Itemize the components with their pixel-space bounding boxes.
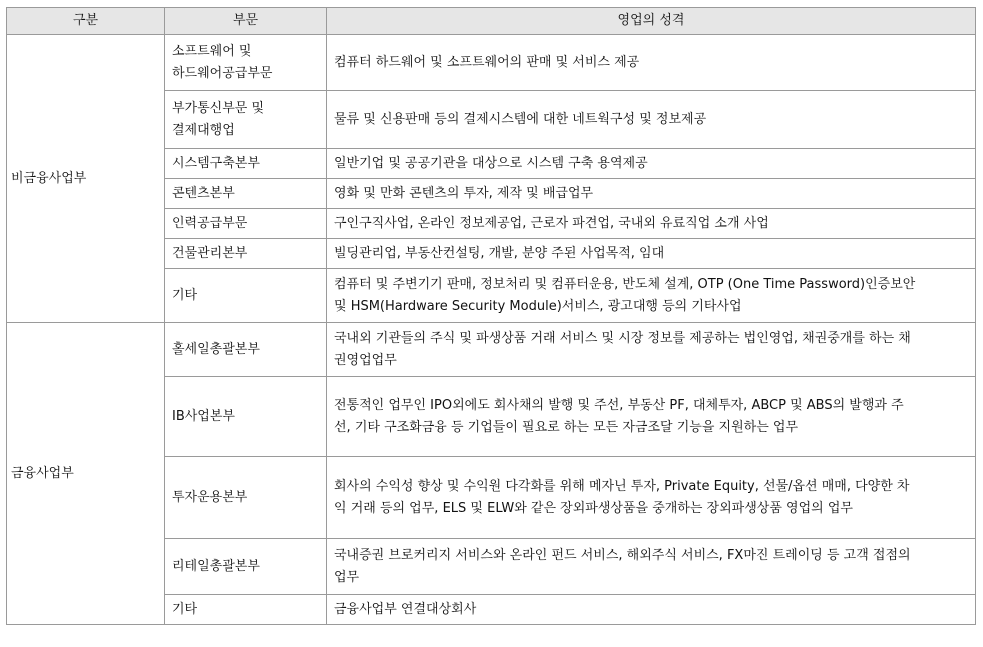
description-cell: 일반기업 및 공공기관을 대상으로 시스템 구축 용역제공 [327,149,976,179]
description-cell: 컴퓨터 하드웨어 및 소프트웨어의 판매 및 서비스 제공 [327,35,976,91]
header-row [7,8,976,35]
description-cell: 컴퓨터 및 주변기기 판매, 정보처리 및 컴퓨터운용, 반도체 설계, OTP (One Time Password)인증보안 및 HSM(Hardware Security Module)서비스, 광고대행 등의 기타사업 [327,269,976,323]
division-cell: IB사업본부 [165,377,327,457]
description-cell: 영화 및 만화 콘텐츠의 투자, 제작 및 배급업무 [327,179,976,209]
description-cell: 회사의 수익성 향상 및 수익원 다각화를 위해 메자닌 투자, Private Equity, 선물/옵션 매매, 다양한 차 익 거래 등의 업무, ELS 및 ELW와 같은 장외파생상품을 중개하는 장외파생상품 영업의 업무 [327,457,976,539]
business-segment-table [6,7,976,625]
division-cell: 시스템구축본부 [165,149,327,179]
division-cell: 소프트웨어 및 하드웨어공급부문 [165,35,327,91]
header-business: 영업의 성격 [327,8,976,35]
description-cell: 전통적인 업무인 IPO외에도 회사채의 발행 및 주선, 부동산 PF, 대체투자, ABCP 및 ABS의 발행과 주 선, 기타 구조화금융 등 기업들이 필요로 하는 모든 자금조달 기능을 지원하는 업무 [327,377,976,457]
division-cell: 홀세일총괄본부 [165,323,327,377]
division-cell: 리테일총괄본부 [165,539,327,595]
table-row [7,323,976,377]
description-cell: 국내증권 브로커리지 서비스와 온라인 펀드 서비스, 해외주식 서비스, FX마진 트레이딩 등 고객 접점의 업무 [327,539,976,595]
division-cell: 기타 [165,595,327,625]
description-cell: 구인구직사업, 온라인 정보제공업, 근로자 파견업, 국내외 유료직업 소개 사업 [327,209,976,239]
header-category: 구분 [7,8,165,35]
description-cell: 국내외 기관들의 주식 및 파생상품 거래 서비스 및 시장 정보를 제공하는 법인영업, 채권중개를 하는 채 권영업업무 [327,323,976,377]
division-cell: 건물관리본부 [165,239,327,269]
division-cell: 기타 [165,269,327,323]
group-non-financial: 비금융사업부 [7,35,165,323]
description-cell: 금융사업부 연결대상회사 [327,595,976,625]
header-division: 부문 [165,8,327,35]
description-cell: 빌딩관리업, 부동산컨설팅, 개발, 분양 주된 사업목적, 임대 [327,239,976,269]
division-cell: 콘텐츠본부 [165,179,327,209]
division-cell: 투자운용본부 [165,457,327,539]
division-cell: 인력공급부문 [165,209,327,239]
description-cell: 물류 및 신용판매 등의 결제시스템에 대한 네트웍구성 및 정보제공 [327,91,976,149]
table-row [7,35,976,91]
group-financial: 금융사업부 [7,323,165,625]
division-cell: 부가통신부문 및 결제대행업 [165,91,327,149]
